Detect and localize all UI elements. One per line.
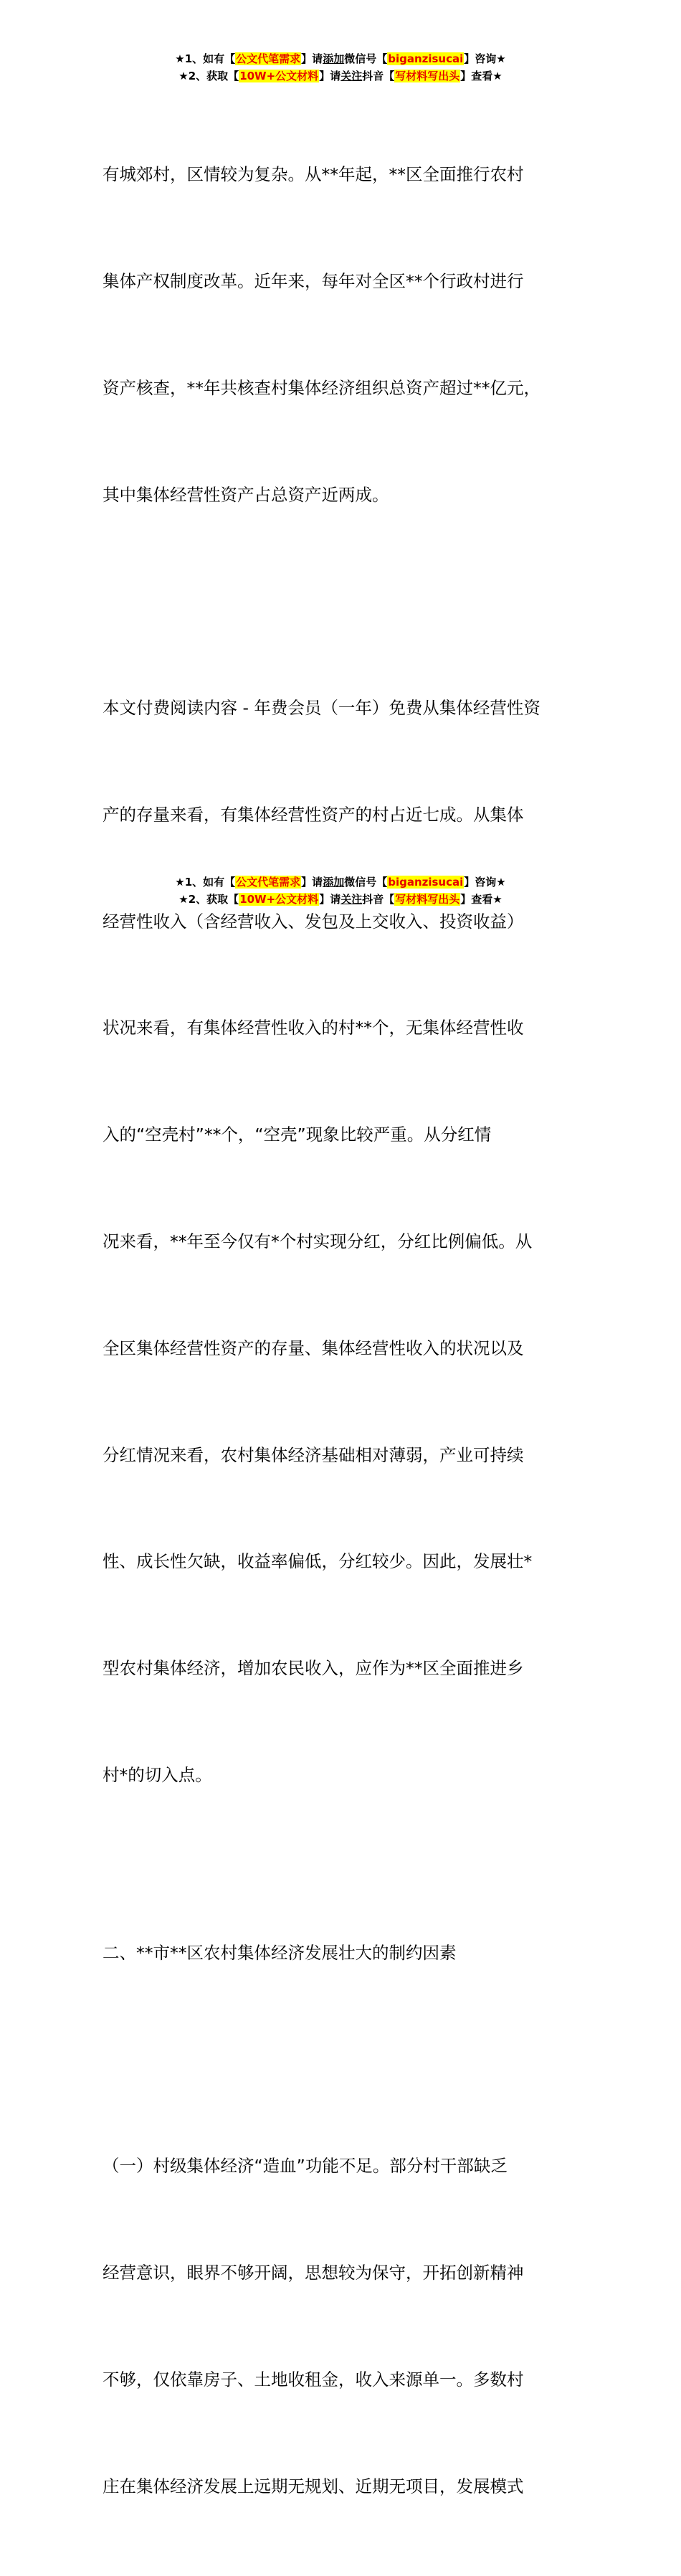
paragraph-gap [103, 584, 597, 620]
promo-line-2: ★2、获取【10W+公文材料】请关注抖音【写材料写出头】查看★ [178, 893, 503, 906]
text-line: 村*的切入点。 [103, 1764, 212, 1785]
text-line: 不够，仅依靠房子、土地收租金，收入来源单一。多数村 [103, 2369, 524, 2390]
promo-banner-bottom [0, 873, 681, 908]
highlight-douyin-account: 写材料写出头 [395, 893, 460, 906]
text-line: 经营意识，眼界不够开阔，思想较为保守，开拓创新精神 [103, 2263, 524, 2283]
highlight-wechat-id: biganzisucai [388, 876, 464, 889]
text-line: 况来看，**年至今仅有*个村实现分红，分红比例偏低。从 [103, 1231, 533, 1251]
heading-line: 二、**市**区农村集体经济发展壮大的制约因素 [103, 1942, 457, 1963]
text-line: 其中集体经营性资产占总资产近两成。 [103, 484, 389, 505]
section-heading [103, 1865, 597, 2042]
text-line: 资产核查，**年共核查村集体经济组织总资产超过**亿元， [103, 377, 540, 398]
promo-line-2: ★2、获取【10W+公文材料】请关注抖音【写材料写出头】查看★ [178, 70, 503, 82]
highlight-service: 公文代笔需求 [236, 52, 301, 65]
text-line: （一）村级集体经济“造血”功能不足。部分村干部缺乏 [103, 2156, 508, 2177]
highlight-service: 公文代笔需求 [236, 876, 301, 889]
text-line: 状况来看，有集体经营性收入的村**个，无集体经营性收 [103, 1018, 524, 1038]
document-body [103, 86, 597, 2576]
text-line: 分红情况来看，农村集体经济基础相对薄弱，产业可持续 [103, 1444, 524, 1465]
promo-line-1: ★1、如有【公文代笔需求】请添加微信号【biganzisucai】咨询★ [175, 876, 506, 889]
highlight-materials: 10W+公文材料 [239, 70, 319, 82]
text-line: 集体产权制度改革。近年来，每年对全区**个行政村进行 [103, 270, 524, 291]
paragraph-2 [103, 620, 597, 1865]
paragraph-3 [103, 2078, 597, 2575]
text-line: 庄在集体经济发展上远期无规划、近期无项目，发展模式 [103, 2476, 524, 2496]
highlight-douyin-account: 写材料写出头 [395, 70, 460, 82]
text-line: 产的存量来看，有集体经营性资产的村占近七成。从集体 [103, 804, 524, 825]
text-line: 入的“空壳村”**个，“空壳”现象比较严重。从分红情 [103, 1124, 492, 1145]
paragraph-gap [103, 2042, 597, 2078]
paragraph-1 [103, 86, 597, 584]
highlight-wechat-id: biganzisucai [388, 52, 464, 65]
text-line: 全区集体经营性资产的存量、集体经营性收入的状况以及 [103, 1337, 524, 1358]
text-line: 有城郊村，区情较为复杂。从**年起，**区全面推行农村 [103, 164, 524, 185]
text-line: 本文付费阅读内容 - 年费会员（一年）免费从集体经营性资 [103, 698, 540, 719]
promo-line-1: ★1、如有【公文代笔需求】请添加微信号【biganzisucai】咨询★ [175, 52, 506, 65]
text-line: 型农村集体经济，增加农民收入，应作为**区全面推进乡 [103, 1658, 524, 1679]
text-line: 性、成长性欠缺，收益率偏低，分红较少。因此，发展壮* [103, 1551, 533, 1572]
highlight-materials: 10W+公文材料 [239, 893, 319, 906]
promo-banner-top [0, 50, 681, 85]
text-line: 经营性收入（含经营收入、发包及上交收入、投资收益） [103, 911, 524, 932]
